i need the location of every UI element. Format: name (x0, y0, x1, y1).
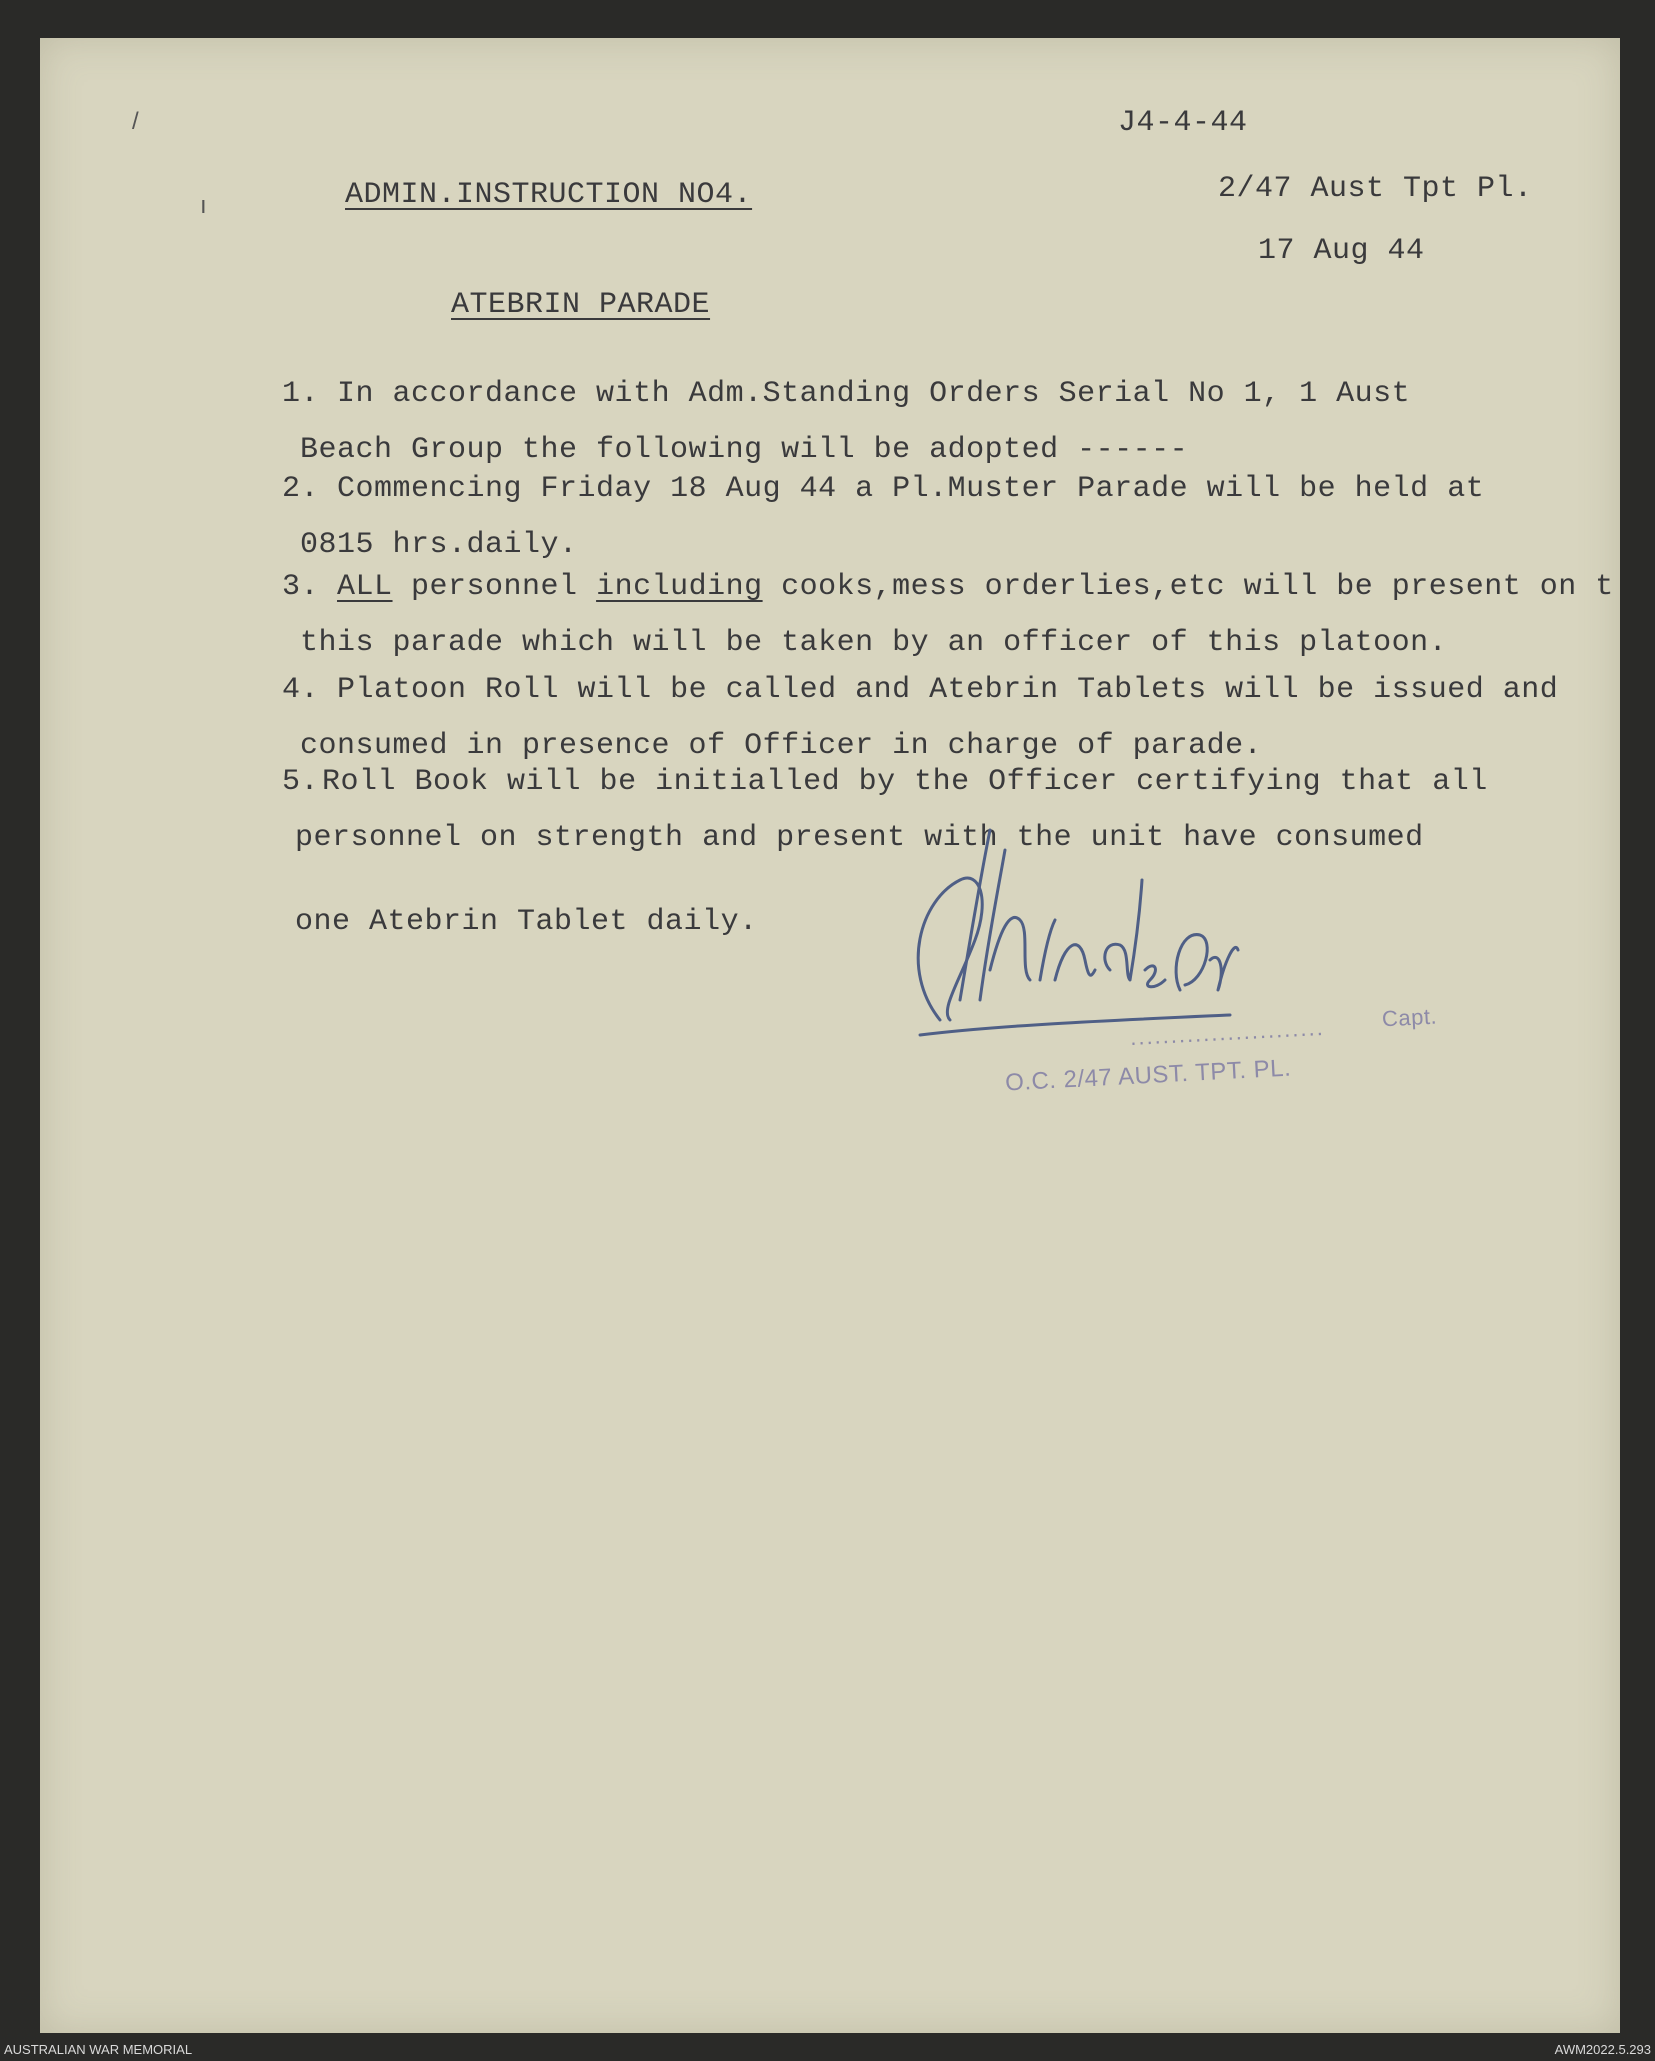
paragraph-text: Roll Book will be initialled by the Officer certifying that all (322, 765, 1488, 799)
paragraph-text: personnel (392, 570, 597, 604)
stamp-oc-unit: O.C. 2/47 AUST. TPT. PL. (1004, 1054, 1292, 1097)
paragraph-5 (245, 740, 1488, 964)
stamp-capt: Capt. (1381, 1003, 1438, 1032)
paragraph-text: including (596, 570, 763, 604)
paragraph-number: 2. (282, 472, 320, 506)
paragraph-number: 3. (282, 570, 320, 604)
paragraph-text: this parade which will be taken by an officer of this platoon. (300, 626, 1448, 660)
paragraph-text: Platoon Roll will be called and Atebrin Tablets will be issued and (337, 673, 1559, 707)
paragraph-number: 1. (282, 377, 320, 411)
paragraph-text: consumed in presence of Officer in charge of parade. (300, 729, 1263, 763)
document-date: 17 Aug 44 (1258, 234, 1425, 268)
paragraph-text: ALL (337, 570, 393, 604)
paragraph-text: one Atebrin Tablet daily. (295, 905, 758, 939)
margin-mark: / (132, 108, 139, 135)
paragraph-text: In accordance with Adm.Standing Orders Serial No 1, 1 Aust (337, 377, 1411, 411)
margin-mark: ı (200, 192, 207, 219)
paragraph-text: Commencing Friday 18 Aug 44 a Pl.Muster Parade will be held at (337, 472, 1485, 506)
paragraph-text: cooks,mess orderlies,etc will be present on t (762, 570, 1614, 604)
subject-heading: ATEBRIN PARADE (451, 288, 711, 322)
reference-number: J4-4-44 (1118, 106, 1248, 140)
document-title: ADMIN.INSTRUCTION NO4. (345, 178, 753, 212)
paragraph-text: 0815 hrs.daily. (300, 528, 578, 562)
stamp-dotted-line: ........................ (1129, 1014, 1326, 1051)
paragraph-text: Beach Group the following will be adopted ------ (300, 433, 1189, 467)
document-page (40, 38, 1620, 2033)
unit-name: 2/47 Aust Tpt Pl. (1218, 172, 1533, 206)
footer-left: AUSTRALIAN WAR MEMORIAL (4, 2042, 193, 2057)
paragraph-text: personnel on strength and present with the unit have consumed (295, 821, 1424, 855)
paragraph-number: 5. (282, 765, 320, 799)
footer-right: AWM2022.5.293 (1554, 2042, 1651, 2057)
paragraph-number: 4. (282, 673, 320, 707)
